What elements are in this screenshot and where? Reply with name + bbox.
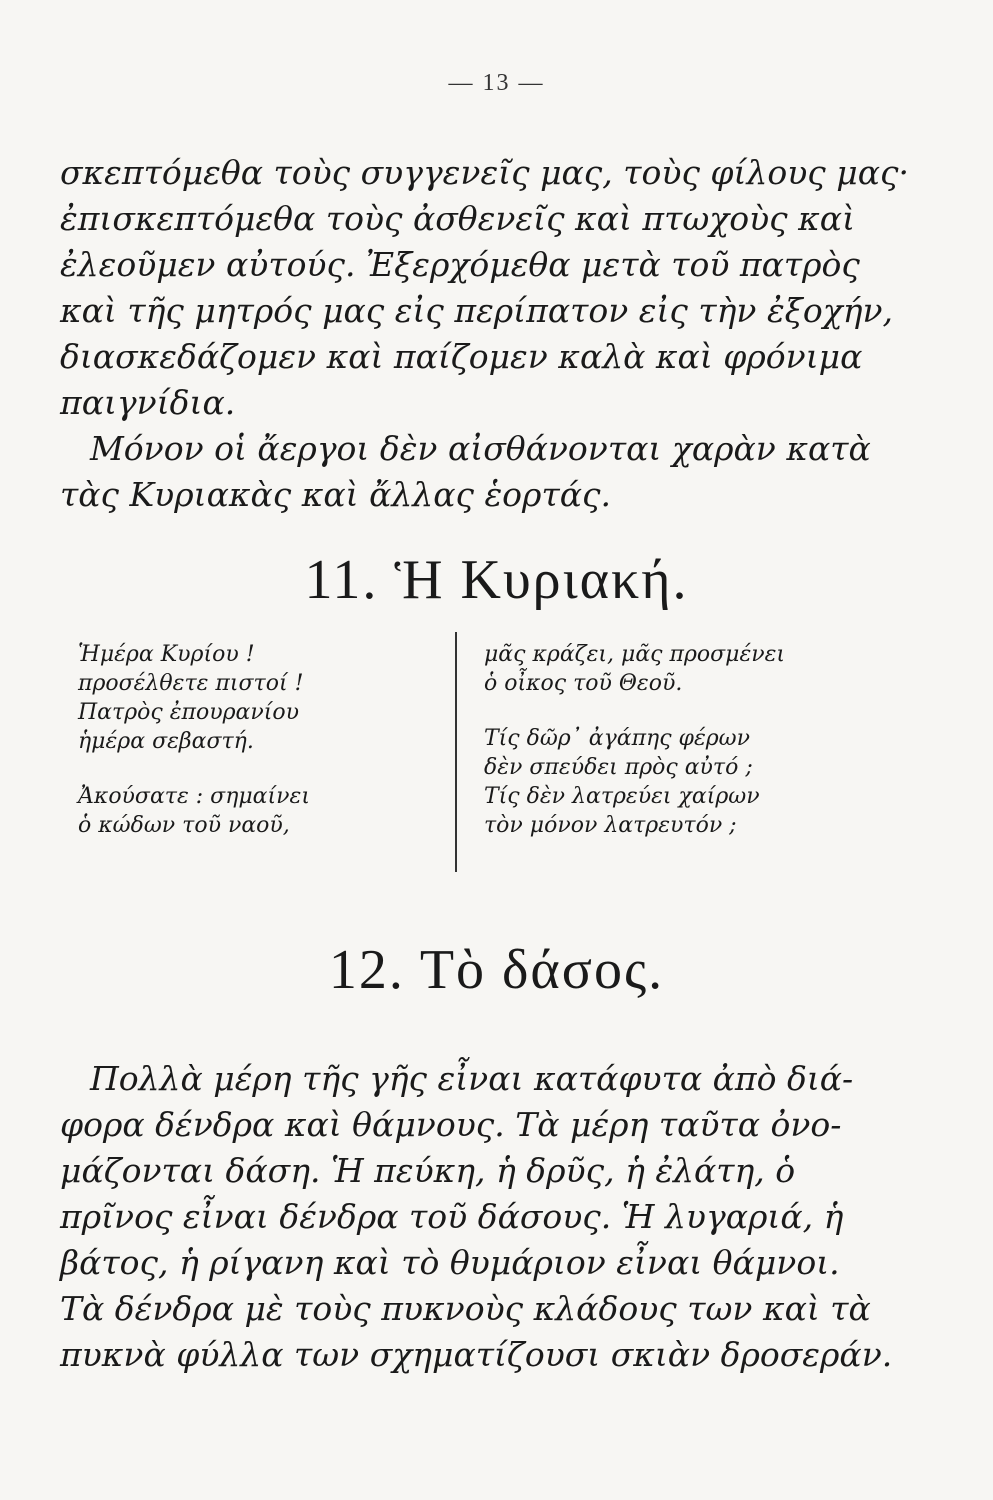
- section-11-heading: 11. Ἡ Κυριακή.: [304, 549, 689, 611]
- intro-paragraph: [60, 150, 909, 518]
- poem-right-verse-line: τὸν μόνον λατρευτόν ;: [484, 813, 737, 838]
- intro-paragraph-line: διασκεδάζομεν καὶ παίζομεν καλὰ καὶ φρόνιμα: [60, 337, 863, 376]
- section-12-paragraph-line: πρῖνος εἶναι δένδρα τοῦ δάσους. Ἡ λυγαριά, ἡ: [60, 1197, 844, 1236]
- intro-paragraph-line: καὶ τῆς μητρός μας εἰς περίπατον εἰς τὴν ἐξοχήν,: [60, 291, 894, 330]
- poem-left-verse-line: Ἡμέρα Κυρίου !: [78, 642, 255, 667]
- poem-right-stanza: [484, 640, 785, 698]
- poem-right-verse-line: ὁ οἶκος τοῦ Θεοῦ.: [484, 671, 683, 696]
- poem-right-verse-line: μᾶς κράζει, μᾶς προσμένει: [484, 642, 786, 667]
- section-12-paragraph-line: μάζονται δάση. Ἡ πεύκη, ἡ δρῦς, ἡ ἐλάτη, ὁ: [60, 1151, 796, 1190]
- poem-left-verse-line: προσέλθετε πιστοί !: [78, 671, 304, 696]
- page-number: — 13 —: [448, 70, 545, 96]
- poem-left-verse-line: ἡμέρα σεβαστή.: [78, 729, 254, 754]
- poem-left-column: [78, 640, 310, 866]
- section-12-paragraph-line: πυκνὰ φύλλα των σχηματίζουσι σκιὰν δροσεράν.: [60, 1335, 893, 1374]
- intro-paragraph-line: τὰς Κυριακὰς καὶ ἄλλας ἑορτάς.: [60, 475, 611, 514]
- intro-paragraph-line: Μόνον οἱ ἄεργοι δὲν αἰσθάνονται χαρὰν κατὰ: [90, 429, 871, 468]
- poem-right-column: [484, 640, 785, 866]
- poem-right-verse-line: δὲν σπεύδει πρὸς αὐτό ;: [484, 755, 753, 780]
- section-12-heading: 12. Τὸ δάσος.: [328, 939, 665, 1001]
- intro-paragraph-line: παιγνίδια.: [60, 383, 236, 422]
- section-12-paragraph-line: Πολλὰ μέρη τῆς γῆς εἶναι κατάφυτα ἀπὸ διά-: [90, 1059, 854, 1098]
- column-divider: [455, 632, 457, 872]
- section-12-paragraph-line: φορα δένδρα καὶ θάμνους. Τὰ μέρη ταῦτα ὀνο-: [60, 1105, 842, 1144]
- poem-left-stanza: [78, 640, 310, 756]
- poem-left-verse-line: ὁ κώδων τοῦ ναοῦ,: [78, 813, 290, 838]
- section-12-paragraph-line: Τὰ δένδρα μὲ τοὺς πυκνοὺς κλάδους των καὶ τὰ: [60, 1289, 871, 1328]
- section-12-paragraph: [60, 1056, 893, 1378]
- intro-paragraph-line: σκεπτόμεθα τοὺς συγγενεῖς μας, τοὺς φίλους μας·: [60, 153, 909, 192]
- poem-right-verse-line: Τίς δῶρ᾽ ἀγάπης φέρων: [484, 726, 750, 751]
- poem-right-verse-line: Τίς δὲν λατρεύει χαίρων: [484, 784, 760, 809]
- intro-paragraph-line: ἐπισκεπτόμεθα τοὺς ἀσθενεῖς καὶ πτωχοὺς καὶ: [60, 199, 856, 238]
- poem-left-stanza: [78, 782, 310, 840]
- intro-paragraph-line: ἐλεοῦμεν αὐτούς. Ἐξερχόμεθα μετὰ τοῦ πατρὸς: [60, 245, 860, 284]
- poem-left-verse-line: Πατρὸς ἐπουρανίου: [78, 700, 299, 725]
- poem-right-stanza: [484, 724, 785, 840]
- section-12-paragraph-line: βάτος, ἡ ρίγανη καὶ τὸ θυμάριον εἶναι θάμνοι.: [60, 1243, 840, 1282]
- poem-left-verse-line: Ἀκούσατε : σημαίνει: [78, 784, 310, 809]
